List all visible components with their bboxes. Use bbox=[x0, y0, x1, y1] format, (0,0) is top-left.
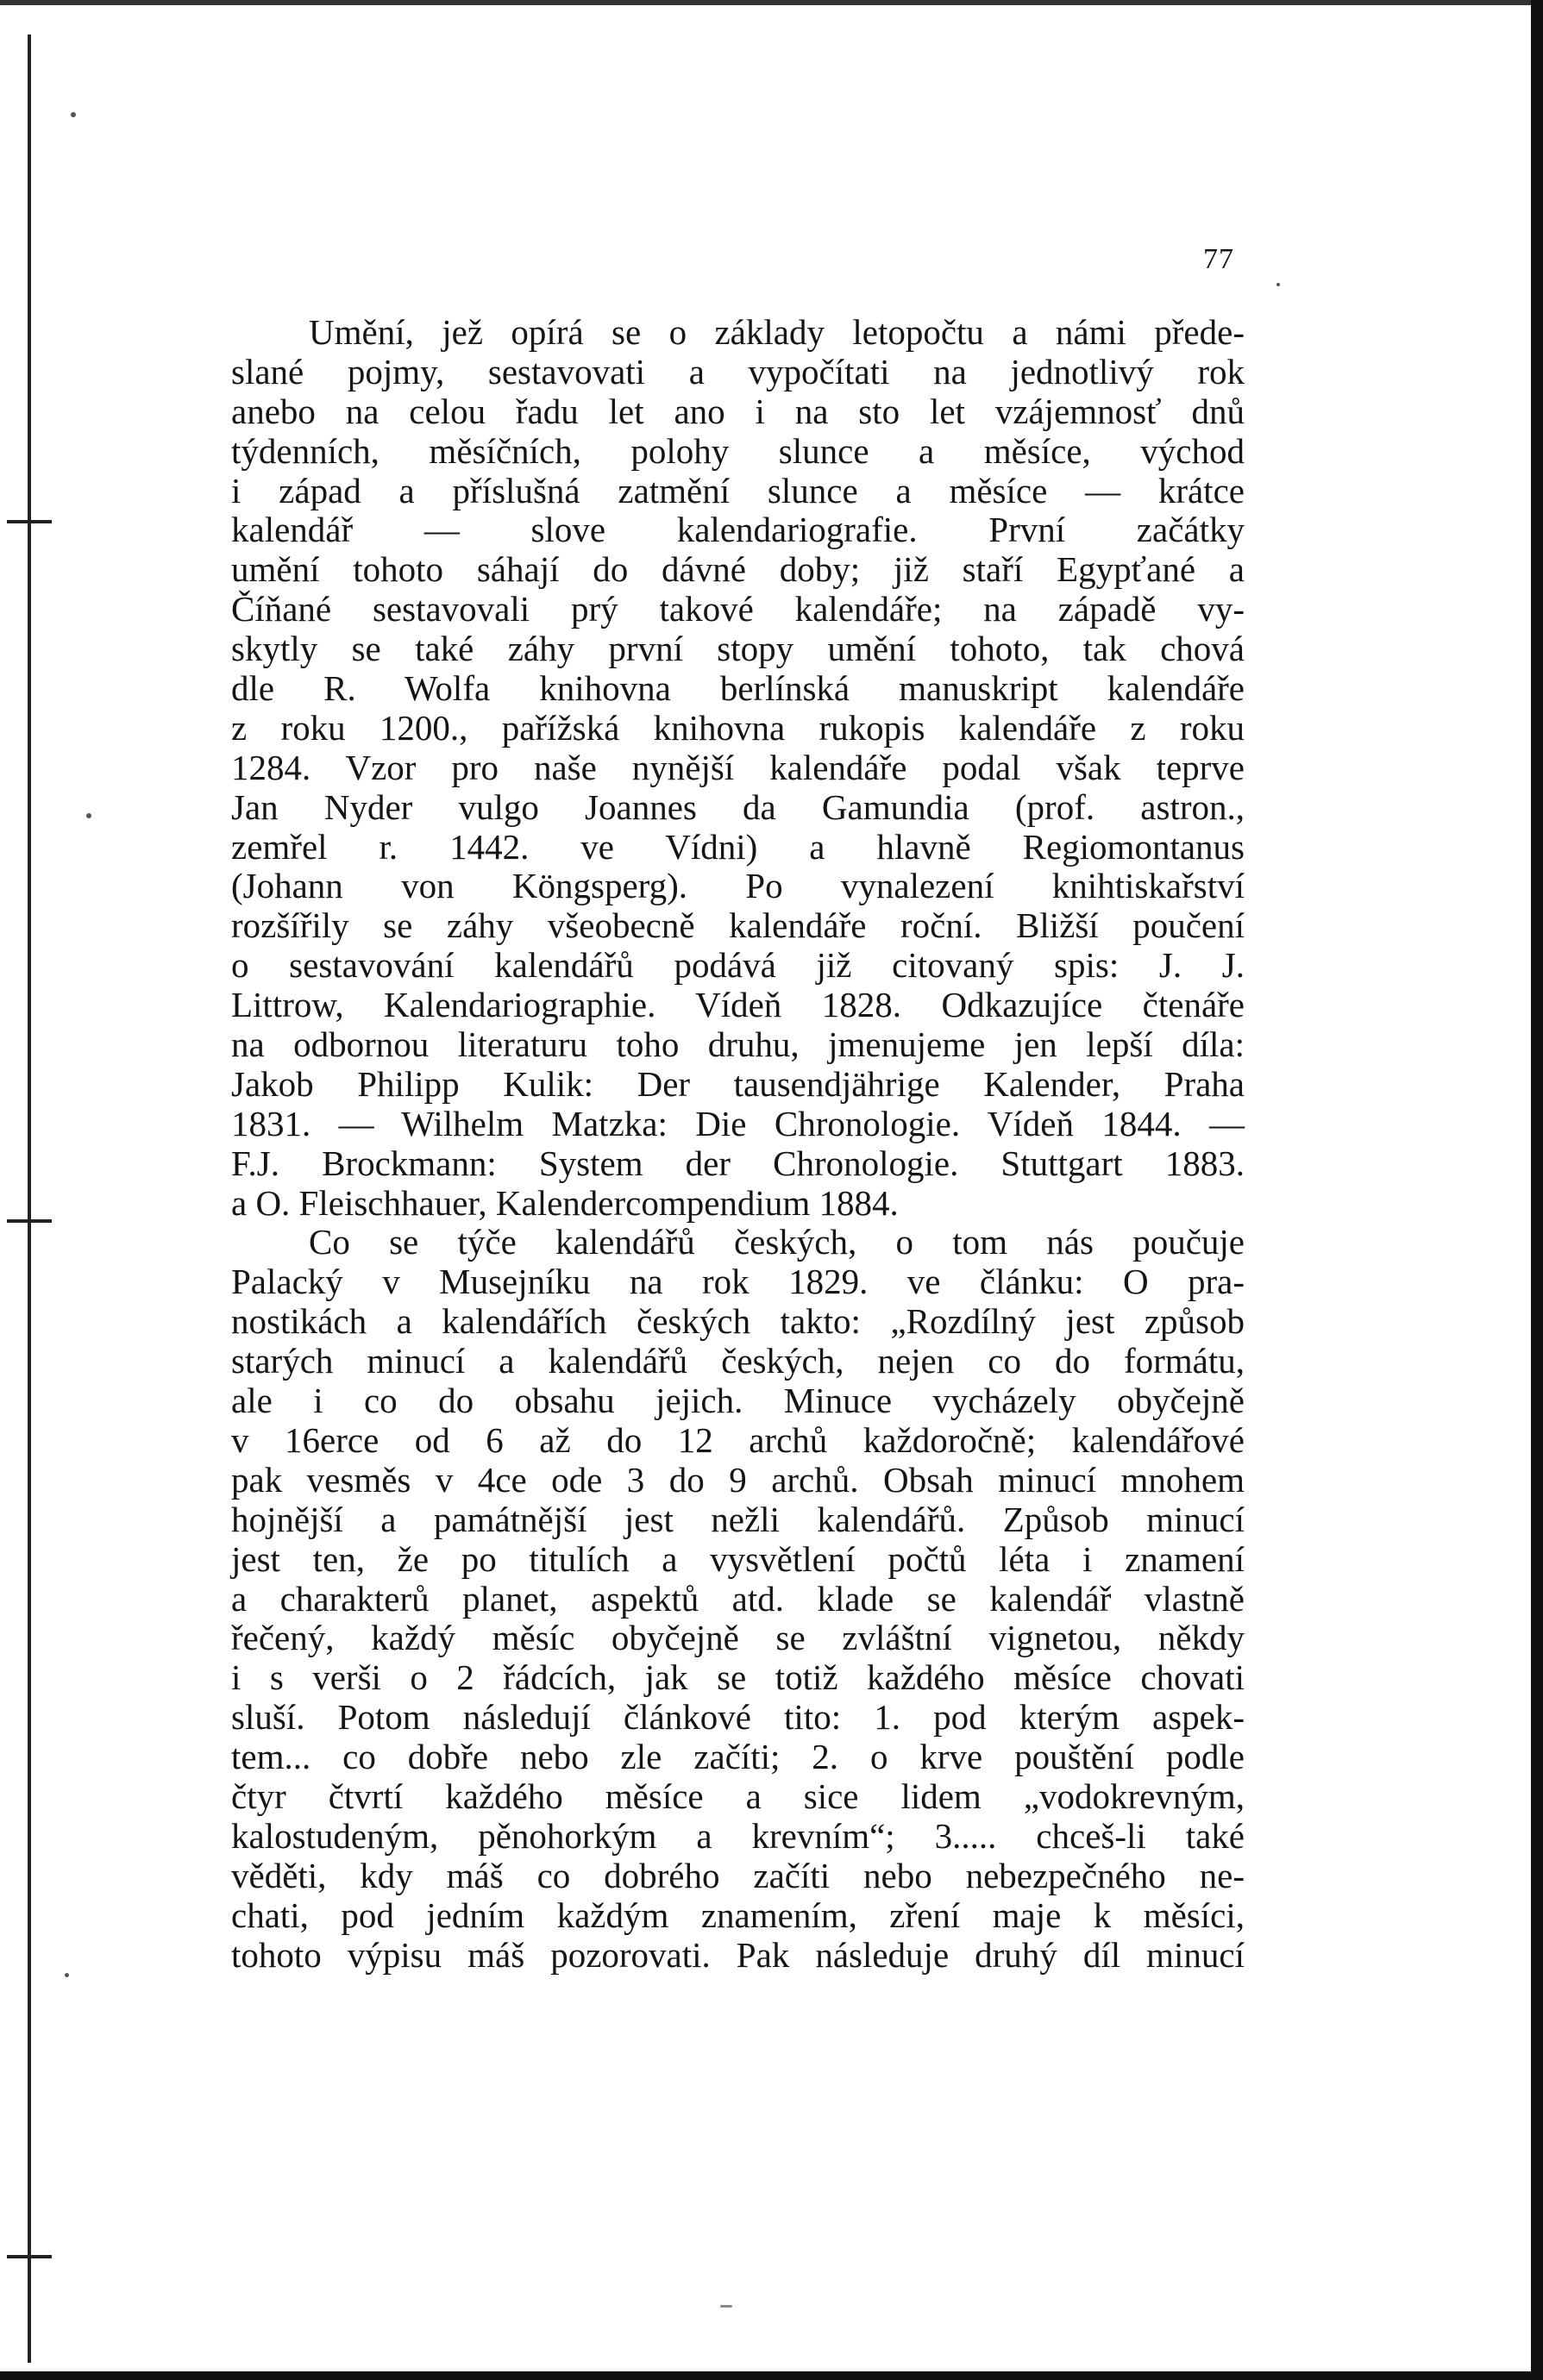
text-line: hojnější a památnější jest nežli kalendářů. Způsob minucí bbox=[231, 1499, 1245, 1539]
text-line: věděti, kdy máš co dobrého začíti nebo nebezpečného ne- bbox=[231, 1855, 1245, 1895]
text-line: z roku 1200., pařížská knihovna rukopis kalendáře z roku bbox=[231, 707, 1245, 748]
text-line: Palacký v Musejníku na rok 1829. ve článku: O pra- bbox=[231, 1262, 1245, 1302]
text-line: 1284. Vzor pro naše nynější kalendáře podal však teprve bbox=[231, 747, 1245, 787]
scan-edge-top bbox=[0, 0, 1543, 5]
text-line: i s verši o 2 řádcích, jak se totiž každého měsíce chovati bbox=[231, 1657, 1245, 1698]
text-line: a charakterů planet, aspektů atd. klade se kalendář vlastně bbox=[231, 1578, 1245, 1619]
text-line: anebo na celou řadu let ano i na sto let vzájemnosť dnů bbox=[231, 391, 1245, 431]
text-line: dle R. Wolfa knihovna berlínská manuskript kalendáře bbox=[231, 668, 1245, 709]
text-line: týdenních, měsíčních, polohy slunce a měsíce, východ bbox=[231, 430, 1245, 471]
text-line: Jan Nyder vulgo Joannes da Gamundia (prof. astron., bbox=[231, 786, 1245, 827]
text-line: kalostudeným, pěnohorkým a krevním“; 3..... chceš-li také bbox=[231, 1815, 1245, 1856]
text-line: starých minucí a kalendářů českých, nejen co do formátu, bbox=[231, 1341, 1245, 1381]
text-line: i západ a příslušná zatmění slunce a měsíce — krátce bbox=[231, 470, 1245, 510]
margin-mark bbox=[7, 1219, 52, 1223]
page-number: 77 bbox=[1203, 243, 1234, 275]
scan-edge-bottom bbox=[0, 2371, 1543, 2380]
text-line: rozšířily se záhy všeobecně kalendáře roční. Bližší poučení bbox=[231, 905, 1245, 946]
text-line: ale i co do obsahu jejich. Minuce vycházely obyčejně bbox=[231, 1381, 1245, 1421]
text-line: v 16erce od 6 až do 12 archů každoročně; kalendářové bbox=[231, 1419, 1245, 1460]
text-line: na odbornou literaturu toho druhu, jmenujeme jen lepší díla: bbox=[231, 1024, 1245, 1065]
text-line: slané pojmy, sestavovati a vypočítati na jednotlivý rok bbox=[231, 351, 1245, 391]
text-line: o sestavování kalendářů podává již citovaný spis: J. J. bbox=[231, 945, 1245, 986]
text-line: řečený, každý měsíc obyčejně se zvláštní vignetou, někdy bbox=[231, 1618, 1245, 1658]
text-line: Číňané sestavovali prý takové kalendáře; na západě vy- bbox=[231, 589, 1245, 629]
body-text bbox=[231, 313, 1245, 1975]
scan-speck bbox=[86, 813, 91, 818]
text-line: zemřel r. 1442. ve Vídni) a hlavně Regiomontanus bbox=[231, 826, 1245, 867]
scan-edge-left bbox=[28, 34, 31, 2363]
text-line: Jakob Philipp Kulik: Der tausendjährige Kalender, Praha bbox=[231, 1063, 1245, 1104]
text-line: F.J. Brockmann: System der Chronologie. Stuttgart 1883. bbox=[231, 1143, 1245, 1183]
text-line: Co se týče kalendářů českých, o tom nás poučuje bbox=[309, 1222, 1245, 1262]
text-line: sluší. Potom následují článkové tito: 1. pod kterým aspek- bbox=[231, 1697, 1245, 1738]
text-line: skytly se také záhy první stopy umění tohoto, tak chová bbox=[231, 629, 1245, 669]
text-line: kalendář — slove kalendariografie. První začátky bbox=[231, 510, 1245, 550]
text-line: Littrow, Kalendariographie. Vídeň 1828. Odkazujíce čtenáře bbox=[231, 985, 1245, 1025]
scan-speck bbox=[71, 112, 76, 117]
scan-speck bbox=[1276, 283, 1280, 286]
scan-speck bbox=[65, 1973, 69, 1977]
text-line: tem... co dobře nebo zle začíti; 2. o krve pouštění podle bbox=[231, 1737, 1245, 1777]
text-line: umění tohoto sáhají do dávné doby; již staří Egypťané a bbox=[231, 549, 1245, 590]
scan-edge-right bbox=[1531, 0, 1543, 2380]
text-line: (Johann von Köngsperg). Po vynalezení knihtiskařství bbox=[231, 866, 1245, 906]
text-line: pak vesměs v 4ce ode 3 do 9 archů. Obsah minucí mnohem bbox=[231, 1459, 1245, 1500]
text-line: chati, pod jedním každým znamením, zření maje k měsíci, bbox=[231, 1895, 1245, 1935]
margin-mark bbox=[7, 520, 52, 523]
text-line: jest ten, že po titulích a vysvětlení počtů léta i znamení bbox=[231, 1538, 1245, 1579]
text-line: čtyr čtvrtí každého měsíce a sice lidem „vodokrevným, bbox=[231, 1776, 1245, 1816]
text-line: tohoto výpisu máš pozorovati. Pak následuje druhý díl minucí bbox=[231, 1934, 1245, 1975]
text-line: Umění, jež opírá se o základy letopočtu a námi přede- bbox=[309, 312, 1245, 352]
text-line: a O. Fleischhauer, Kalendercompendium 1884. bbox=[231, 1182, 899, 1223]
scan-speck bbox=[720, 2305, 732, 2308]
text-line: nostikách a kalendářích českých takto: „Rozdílný jest způsob bbox=[231, 1301, 1245, 1342]
text-line: 1831. — Wilhelm Matzka: Die Chronologie. Vídeň 1844. — bbox=[231, 1103, 1245, 1143]
margin-mark bbox=[7, 2255, 52, 2258]
